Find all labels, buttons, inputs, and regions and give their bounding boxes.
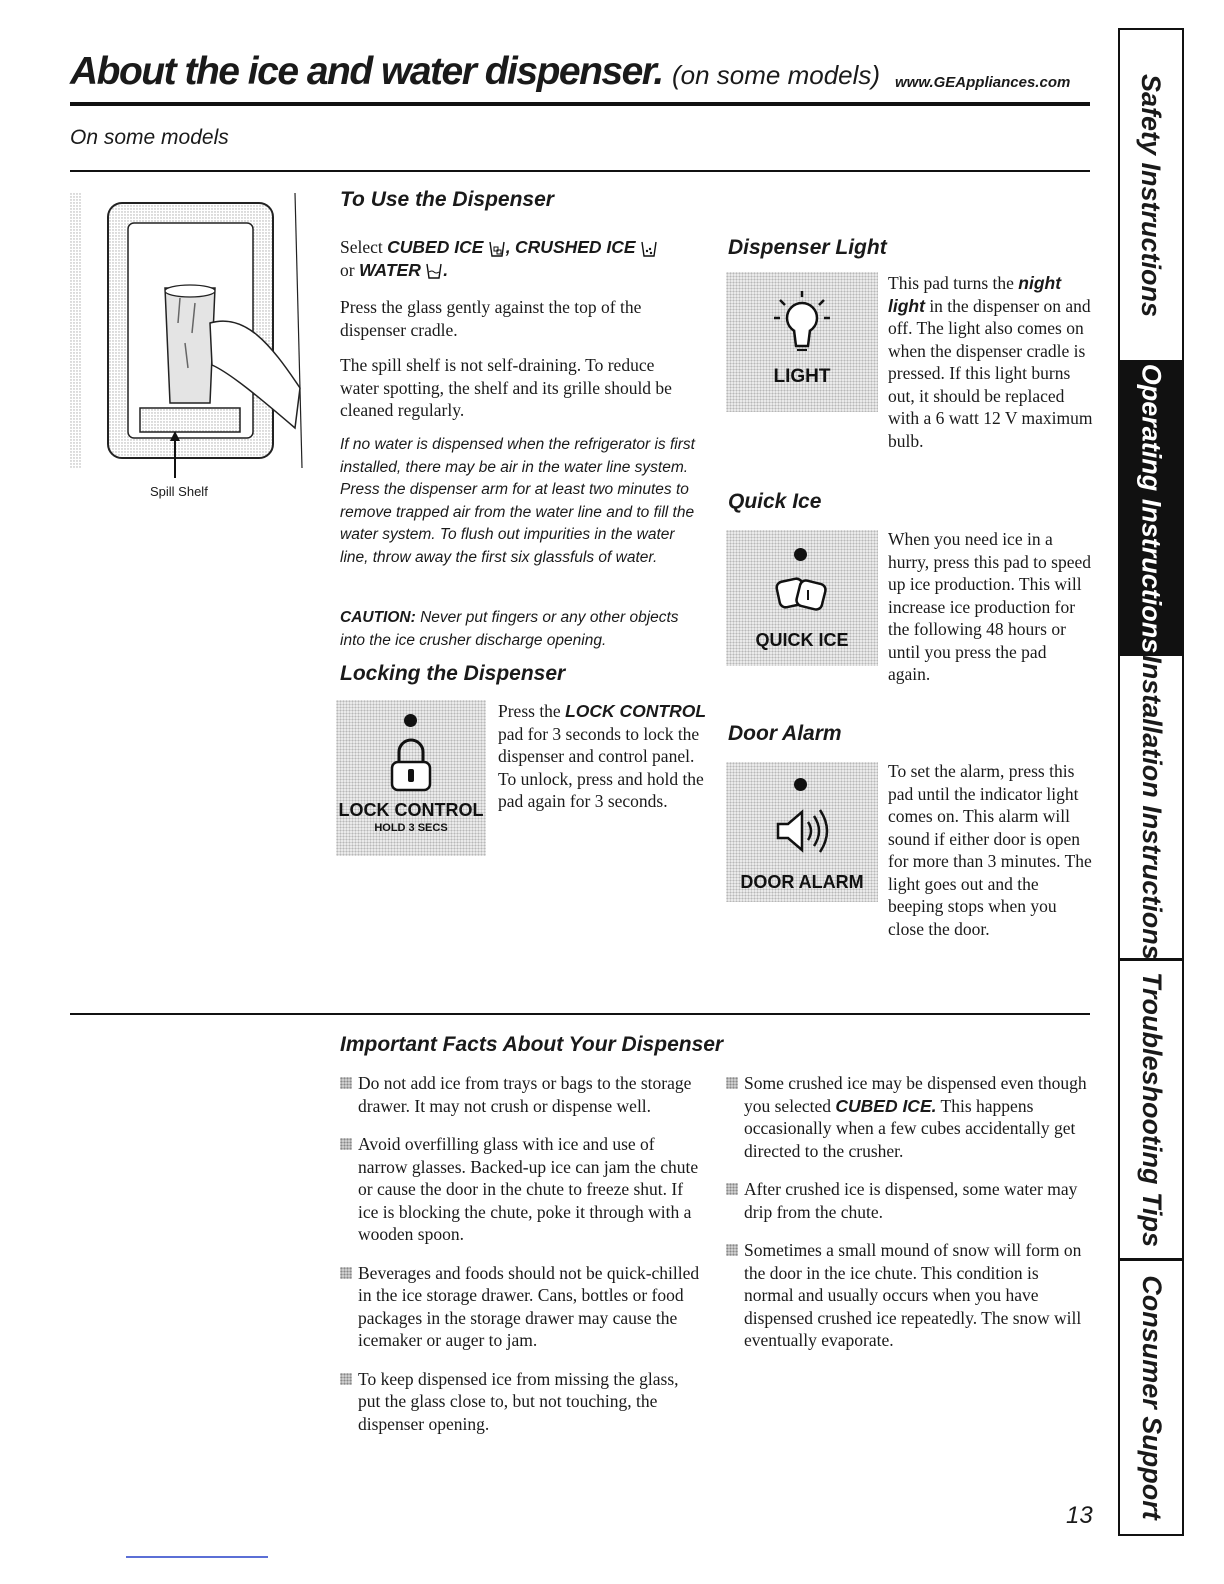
website-url: www.GEAppliances.com (895, 74, 1071, 91)
fact-item: To keep dispensed ice from missing the glass, put the glass close to, but not touching, the dispenser opening. (340, 1368, 700, 1436)
cubed-ice-icon (488, 240, 506, 258)
lock-pad-sublabel: HOLD 3 SECS (374, 822, 448, 834)
water-label: WATER (358, 259, 421, 280)
page-number: 13 (1066, 1502, 1093, 1529)
title-sub: (on some models) (672, 60, 881, 90)
use-paragraph-2: The spill shelf is not self-draining. To reduce water spotting, the shelf and its grille should be cleaned regularly. (340, 355, 672, 420)
light-heading: Dispenser Light (728, 236, 887, 259)
use-paragraph-1: Press the glass gently against the top of the dispenser cradle. (340, 297, 642, 340)
fact-item: Some crushed ice may be dispensed even though you selected CUBED ICE. This happens occasionally when a few cubes accidentally get directed to the crusher. (726, 1072, 1088, 1162)
door-alarm-text: To set the alarm, press this pad until the indicator light comes on. This alarm will sound if either door is open for more than 3 minutes. The light goes out and the beeping stops when you close the door. (888, 761, 1092, 939)
use-heading: To Use the Dispenser (340, 188, 554, 211)
divider-top (70, 170, 1090, 172)
quick-ice-pad-label: QUICK ICE (755, 630, 849, 650)
speaker-icon (766, 800, 838, 862)
light-pad[interactable] (726, 272, 878, 412)
light-text: This pad turns the night light in the dispenser on and off. The light also comes on when the dispenser cradle is pressed. If this light burns out, it should be replaced with a 6 watt 12 V maximum bulb. (888, 273, 1093, 451)
lock-heading: Locking the Dispenser (340, 662, 566, 685)
quick-ice-pad[interactable] (726, 530, 878, 666)
quick-ice-text: When you need ice in a hurry, press this pad to speed up ice production. This will increase ice production for the following 48 hours or until you press the pad again. (888, 529, 1091, 684)
section-tab-bar (1118, 28, 1184, 1536)
tab-consumer-support[interactable]: Consumer Support (1120, 1258, 1182, 1534)
door-alarm-pad[interactable] (726, 762, 878, 902)
title-main: About the ice and water dispenser. (70, 50, 663, 93)
tab-installation-instructions[interactable]: Installation Instructions (1136, 654, 1167, 960)
lock-pad-label: LOCK CONTROL (338, 800, 484, 820)
indicator-light (794, 548, 807, 561)
fact-item: Avoid overfilling glass with ice and use of narrow glasses. Backed-up ice can jam the chute or cause the door in the chute to freeze shut. If ice is blocking the chute, poke it through with a wooden spoon. (340, 1133, 700, 1246)
crushed-ice-icon (640, 240, 658, 258)
lock-control-pad[interactable] (336, 700, 486, 856)
cubed-ice-label: CUBED ICE (387, 237, 484, 257)
facts-heading: Important Facts About Your Dispenser (340, 1033, 724, 1056)
facts-right-column (726, 1072, 1088, 1368)
tab-safety-instructions[interactable]: Safety Instructions (1136, 73, 1167, 317)
lightbulb-icon (770, 286, 834, 360)
indicator-light (794, 778, 807, 791)
tab-troubleshooting-tips[interactable]: Troubleshooting Tips (1120, 958, 1182, 1258)
spill-shelf-caption: Spill Shelf (150, 484, 208, 499)
light-pad-label: LIGHT (773, 366, 831, 387)
ice-cubes-icon (772, 568, 832, 618)
facts-left-column (340, 1072, 700, 1451)
divider-middle (70, 1013, 1090, 1015)
section-subtitle: On some models (70, 126, 229, 149)
fact-item: After crushed ice is dispensed, some water may drip from the chute. (726, 1178, 1088, 1223)
select-line: Select CUBED ICE , CRUSHED ICE or WATER . (340, 236, 700, 281)
door-alarm-pad-label: DOOR ALARM (740, 872, 864, 892)
page-title (70, 50, 880, 94)
tab-operating-instructions[interactable]: Operating Instructions (1120, 360, 1182, 656)
fact-item: Beverages and foods should not be quick-chilled in the ice storage drawer. Cans, bottles or food packages in the storage drawer may cause the icemaker or auger to jam. (340, 1262, 700, 1352)
air-in-line-note: If no water is dispensed when the refrigerator is first installed, there may be air in the water line system. Press the dispenser arm for at least two minutes to remove trapped air from the water line and to fill the water system. To flush out impurities in the water line, throw away the first six glassfuls of water. (340, 436, 695, 566)
footer-link-line (126, 1556, 268, 1558)
header-rule (70, 102, 1090, 106)
fact-item: Sometimes a small mound of snow will form on the door in the ice chute. This condition is normal and usually occurs when you have dispensed crushed ice repeatedly. The snow will eventually evaporate. (726, 1239, 1088, 1352)
indicator-light (404, 714, 417, 727)
quick-ice-heading: Quick Ice (728, 490, 822, 513)
door-alarm-heading: Door Alarm (728, 722, 842, 745)
fact-item: Do not add ice from trays or bags to the storage drawer. It may not crush or dispense well. (340, 1072, 700, 1117)
padlock-icon (386, 736, 436, 794)
crushed-ice-label: CRUSHED ICE (515, 237, 636, 257)
caution-note: CAUTION: Never put fingers or any other objects into the ice crusher discharge opening. (340, 609, 679, 649)
dispenser-illustration (70, 193, 310, 493)
lock-text: Press the LOCK CONTROL pad for 3 seconds to lock the dispenser and control panel. To unlock, press and hold the pad again for 3 seconds. (498, 701, 707, 811)
water-icon (425, 262, 443, 280)
